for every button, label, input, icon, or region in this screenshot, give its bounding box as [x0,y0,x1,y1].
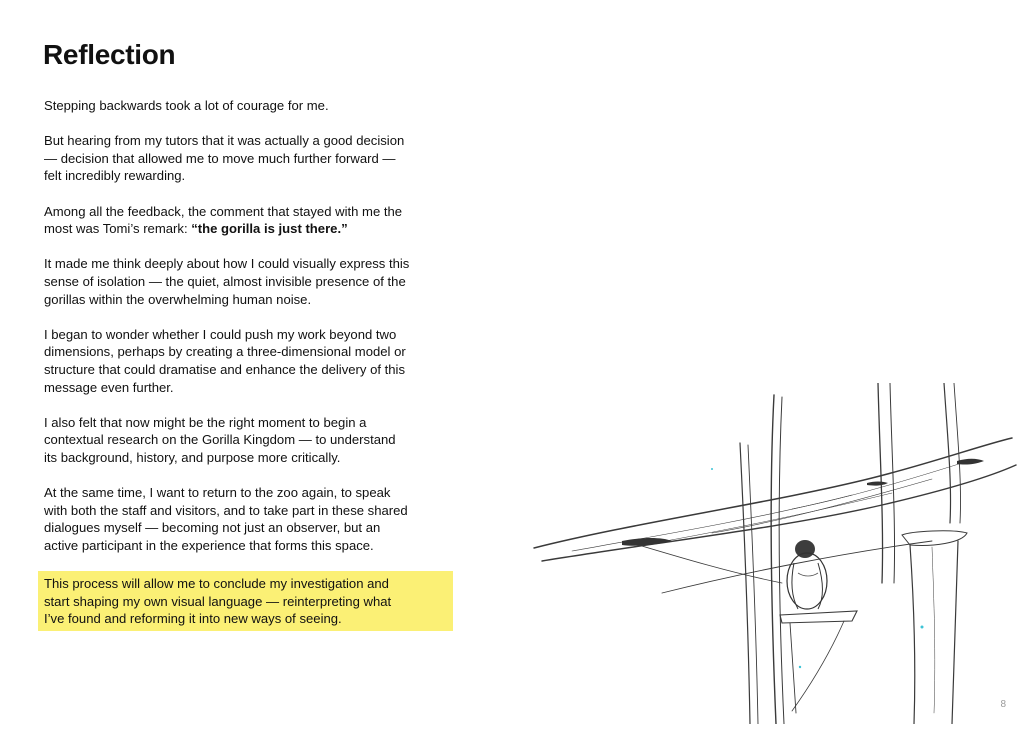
gorilla-figure [787,540,827,609]
page-number: 8 [1000,699,1006,710]
text-line: structure that could dramatise and enhance the delivery of this [44,361,406,377]
text-line: Among all the feedback, the comment that stayed with me the [44,203,403,219]
text-line: its background, history, and purpose more critically. [44,449,341,465]
highlight-line: This process will allow me to conclude my investigation and [44,576,389,591]
text-line: But hearing from my tutors that it was actually a good decision [44,133,405,149]
paragraph-3 [44,203,484,238]
page-title: Reflection [43,39,176,70]
text-line: dimensions, perhaps by creating a three-dimensional model or [44,344,406,360]
remark-prefix: most was Tomi’s remark: [44,221,192,237]
text-line: I began to wonder whether I could push my work beyond two [44,326,397,342]
text-line: — decision that allowed me to move much further forward — [44,150,396,166]
text-line-with-quote [44,220,484,238]
text-line: felt incredibly rewarding. [44,168,186,184]
highlight-line: start shaping my own visual language — reinterpreting what [44,593,392,609]
quote-emphasis: “the gorilla is just there.” [191,221,348,237]
text-line: At the same time, I want to return to the zoo again, to speak [44,485,391,501]
highlight-line: I’ve found and reforming it into new ways of seeing. [44,611,342,627]
text-line: dialogues myself — becoming not just an observer, but an [44,520,381,536]
sketch-drawing [512,383,1024,724]
text-line: sense of isolation — the quiet, almost invisible presence of the [44,273,406,289]
text-line: contextual research on the Gorilla Kingdom — to understand [44,432,396,448]
paragraph-7 [44,484,484,554]
text-line: with both the staff and visitors, and to take part in these shared [44,502,408,518]
text-line: gorillas within the overwhelming human noise. [44,291,312,307]
text-line: I also felt that now might be the right moment to begin a [44,414,367,430]
highlighted-paragraph [44,575,391,628]
paragraph-1 [44,97,484,115]
text-line: It made me think deeply about how I could visually express this [44,256,410,272]
text-line: message even further. [44,379,174,395]
paragraph-5 [44,326,484,396]
gorilla-sketch-illustration [512,383,1024,724]
paragraph-6 [44,414,484,467]
text-line: active participant in the experience that forms this space. [44,537,374,553]
paragraph-4 [44,255,484,308]
reflection-body [44,97,484,572]
text-line: Stepping backwards took a lot of courage for me. [44,98,329,113]
paragraph-2 [44,132,484,185]
